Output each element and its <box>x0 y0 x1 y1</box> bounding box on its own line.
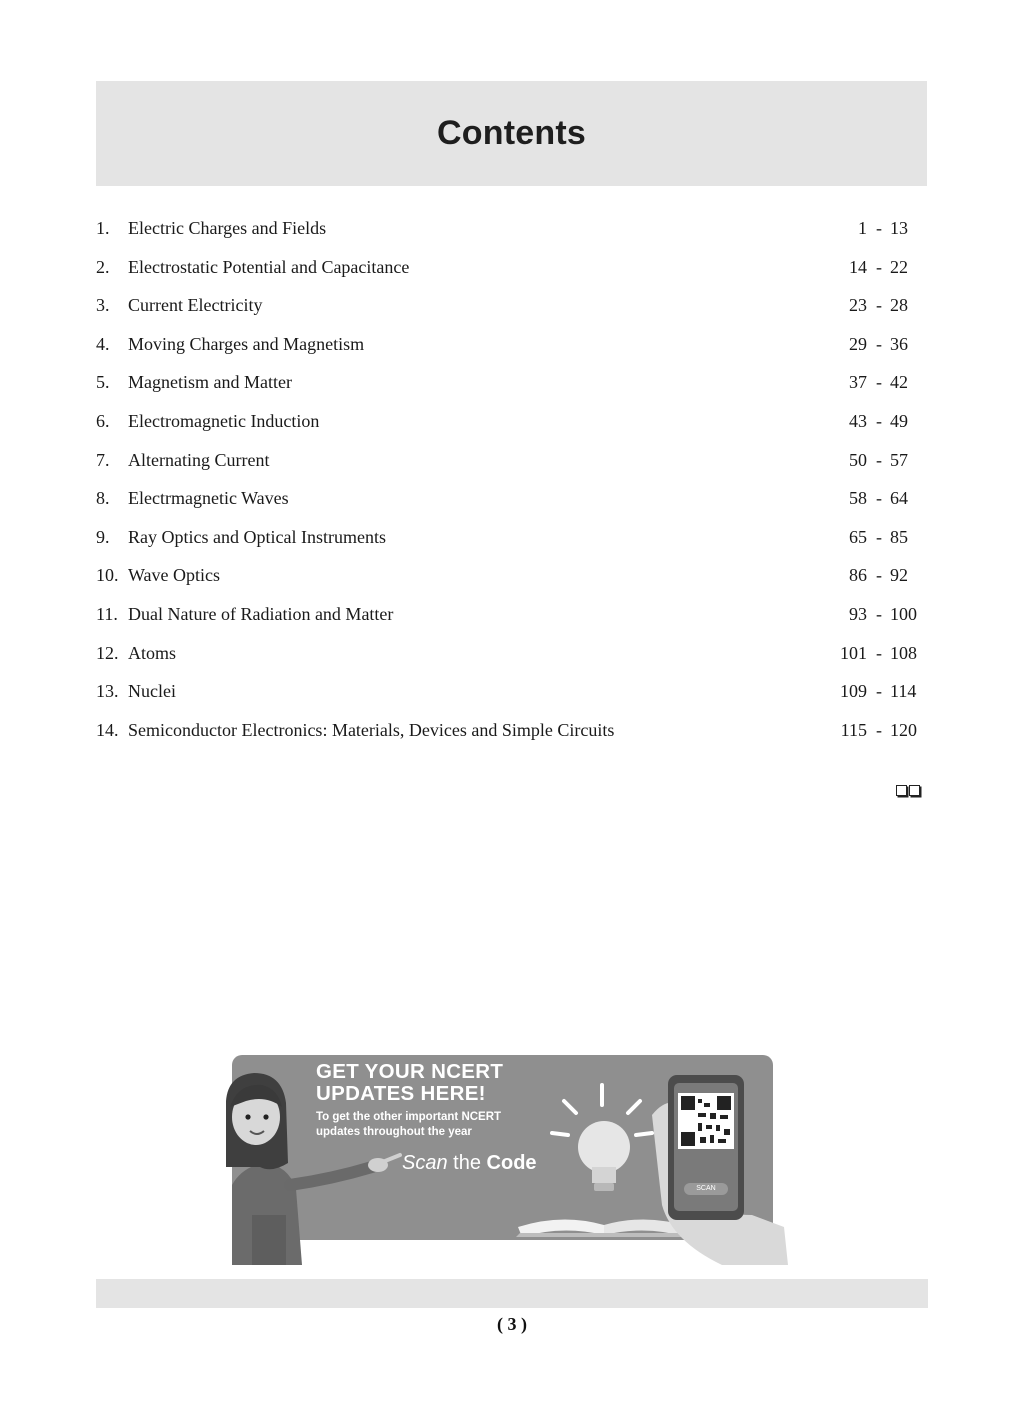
toc-page-end: 100 <box>890 603 917 624</box>
toc-title: Electric Charges and Fields <box>128 218 327 238</box>
toc-page-end: 28 <box>890 295 908 316</box>
banner-subtitle <box>316 1110 501 1140</box>
toc-page-separator: - <box>876 333 882 354</box>
banner-subtitle-line: To get the other important NCERT <box>316 1111 502 1123</box>
toc-title: Dual Nature of Radiation and Matter <box>128 603 394 624</box>
toc-number: 12. <box>96 642 119 663</box>
cta-scan: Scan <box>402 1152 448 1174</box>
toc-page-start: 86 <box>849 565 867 586</box>
toc-page-end: 64 <box>890 488 908 509</box>
toc-page-separator: - <box>876 295 882 316</box>
open-book-icon <box>516 1219 692 1237</box>
toc-page-end: 120 <box>890 719 917 740</box>
toc-number: 11. <box>96 603 118 624</box>
contents-header <box>96 81 927 186</box>
scan-the-code-cta <box>402 1152 537 1175</box>
toc-number: 9. <box>96 526 110 547</box>
toc-entry[interactable] <box>96 441 926 480</box>
toc-page-end: 108 <box>890 642 917 663</box>
toc-page-end: 42 <box>890 372 908 393</box>
toc-title: Moving Charges and Magnetism <box>128 333 365 354</box>
toc-number: 3. <box>96 295 110 316</box>
banner-subtitle-line: updates throughout the year <box>316 1126 472 1138</box>
cta-code: Code <box>486 1152 537 1174</box>
toc-title: Alternating Current <box>128 449 270 470</box>
end-marks <box>896 785 920 796</box>
toc-page-separator: - <box>876 218 882 238</box>
cta-the: the <box>453 1152 481 1174</box>
toc-title: Current Electricity <box>128 295 263 316</box>
ncert-updates-banner[interactable] <box>232 1055 773 1240</box>
toc-number: 2. <box>96 256 110 277</box>
table-of-contents <box>96 209 926 749</box>
toc-page-start: 43 <box>849 410 867 431</box>
toc-page-separator: - <box>876 642 882 663</box>
toc-entry[interactable] <box>96 518 926 557</box>
toc-page-end: 36 <box>890 333 908 354</box>
toc-page-separator: - <box>876 256 882 277</box>
toc-number: 8. <box>96 488 110 509</box>
toc-number: 10. <box>96 565 119 586</box>
toc-title: Electrostatic Potential and Capacitance <box>128 256 410 277</box>
toc-entry[interactable] <box>96 556 926 595</box>
toc-page-start: 93 <box>849 603 867 624</box>
toc-entry[interactable] <box>96 363 926 402</box>
toc-number: 13. <box>96 681 119 702</box>
page-number: ( 3 ) <box>497 1314 527 1334</box>
toc-page-separator: - <box>876 372 882 393</box>
toc-entry[interactable] <box>96 402 926 441</box>
toc-page-start: 65 <box>849 526 867 547</box>
toc-page-start: 37 <box>849 372 867 393</box>
toc-page-end: 49 <box>890 410 908 431</box>
toc-number: 1. <box>96 218 110 238</box>
toc-title: Semiconductor Electronics: Materials, Devices and Simple Circuits <box>128 719 615 740</box>
toc-page-separator: - <box>876 526 882 547</box>
toc-entry[interactable] <box>96 711 926 750</box>
banner-title <box>316 1061 503 1105</box>
toc-page-start: 29 <box>849 333 867 354</box>
toc-title: Ray Optics and Optical Instruments <box>128 526 386 547</box>
end-mark-box-icon <box>909 785 920 796</box>
toc-entry[interactable] <box>96 286 926 325</box>
toc-entry[interactable] <box>96 325 926 364</box>
toc-title: Wave Optics <box>128 565 221 586</box>
toc-number: 4. <box>96 333 110 354</box>
toc-page-separator: - <box>876 565 882 586</box>
toc-page-separator: - <box>876 410 882 431</box>
toc-number: 6. <box>96 410 110 431</box>
toc-number: 14. <box>96 719 119 740</box>
toc-page-end: 13 <box>890 218 908 238</box>
toc-title: Electrmagnetic Waves <box>128 488 289 509</box>
toc-entry[interactable] <box>96 209 926 248</box>
toc-page-start: 50 <box>849 449 867 470</box>
toc-number: 5. <box>96 372 110 393</box>
toc-page-start: 101 <box>840 642 867 663</box>
toc-title: Magnetism and Matter <box>128 372 292 393</box>
toc-page-end: 92 <box>890 565 908 586</box>
toc-page-start: 14 <box>849 256 867 277</box>
phone-scan-button[interactable]: SCAN <box>696 1185 716 1192</box>
toc-page-separator: - <box>876 603 882 624</box>
toc-page-separator: - <box>876 449 882 470</box>
end-mark-box-icon <box>896 785 907 796</box>
toc-title: Electromagnetic Induction <box>128 410 320 431</box>
toc-page-start: 23 <box>849 295 867 316</box>
toc-entry[interactable] <box>96 672 926 711</box>
banner-title-line: GET YOUR NCERT <box>316 1060 504 1083</box>
page-title: Contents <box>437 114 586 152</box>
toc-page-start: 109 <box>840 681 867 702</box>
light-bulb-icon <box>552 1085 652 1191</box>
toc-entry[interactable] <box>96 248 926 287</box>
toc-page-end: 57 <box>890 449 908 470</box>
toc-page-end: 22 <box>890 256 908 277</box>
toc-entry[interactable] <box>96 634 926 673</box>
toc-page-start: 58 <box>849 488 867 509</box>
footer-bar <box>96 1279 928 1308</box>
toc-page-separator: - <box>876 488 882 509</box>
toc-entry[interactable] <box>96 479 926 518</box>
toc-page-start: 1 <box>858 218 867 238</box>
toc-page-start: 115 <box>840 719 867 740</box>
toc-page-end: 114 <box>890 681 917 702</box>
toc-title: Nuclei <box>128 681 176 702</box>
toc-title: Atoms <box>128 642 177 663</box>
toc-page-separator: - <box>876 719 882 740</box>
toc-page-separator: - <box>876 681 882 702</box>
toc-number: 7. <box>96 449 110 470</box>
banner-title-line: UPDATES HERE! <box>316 1082 486 1105</box>
toc-entry[interactable] <box>96 595 926 634</box>
toc-page-end: 85 <box>890 526 908 547</box>
